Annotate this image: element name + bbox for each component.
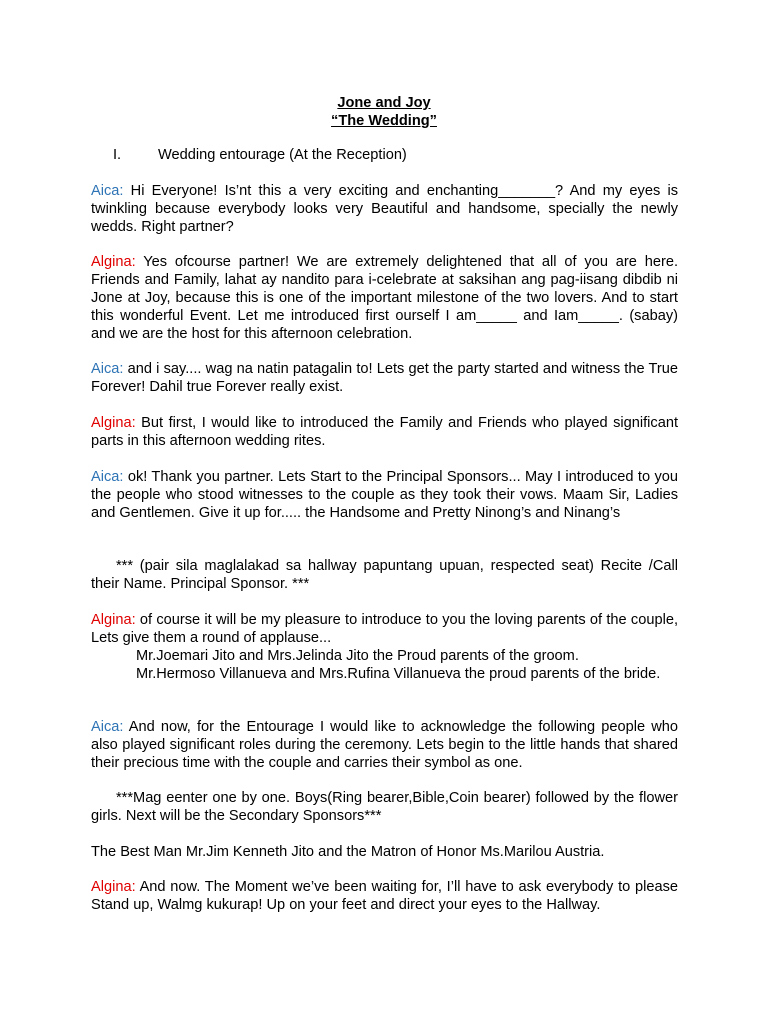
bride-parents-line: Mr.Hermoso Villanueva and Mrs.Rufina Villanueva the proud parents of the bride. [136, 666, 661, 682]
paragraph-algina-4 [91, 878, 678, 914]
speaker-aica: Aica: [91, 183, 124, 199]
document-subtitle: “The Wedding” [331, 113, 437, 129]
paragraph-text: But first, I would like to introduced the Family and Friends who played significant parts in this afternoon wedding rites. [91, 415, 678, 449]
paragraph-algina-3 [91, 611, 678, 683]
paragraph-text: of course it will be my pleasure to introduce to you the loving parents of the couple, Lets give them a round of applause... [91, 612, 678, 646]
paragraph-algina-2 [91, 414, 678, 450]
speaker-algina: Algina: [91, 254, 136, 270]
speaker-algina: Algina: [91, 612, 136, 628]
best-man-line: The Best Man Mr.Jim Kenneth Jito and the Matron of Honor Ms.Marilou Austria. [91, 844, 605, 860]
section-heading [113, 146, 407, 164]
paragraph-text: And now. The Moment we’ve been waiting for, I’ll have to ask everybody to please Stand up, Walmg kukurap! Up on your feet and direct your eyes to the Hallway. [91, 879, 678, 913]
document-title: Jone and Joy [337, 95, 431, 111]
speaker-algina: Algina: [91, 879, 136, 895]
speaker-aica: Aica: [91, 361, 124, 377]
speaker-aica: Aica: [91, 719, 124, 735]
paragraph-text: Hi Everyone! Is’nt this a very exciting and enchanting_______? And my eyes is twinkling because everybody looks very Beautiful and handsome, specially the newly wedds. Right partner? [91, 183, 678, 235]
paragraph-text: and i say.... wag na natin patagalin to! Lets get the party started and witness the True Forever! Dahil true Forever really exist. [91, 361, 678, 395]
paragraph-aica-3 [91, 468, 678, 522]
paragraph-aica-1 [91, 182, 678, 236]
paragraph-text: ok! Thank you partner. Lets Start to the Principal Sponsors... May I introduced to you the people who stood witnesses to the couple as they took their vows. Maam Sir, Ladies and Gentlemen. Give it up for..... the Handsome and Pretty Ninong’s and Ninang’s [91, 469, 678, 521]
speaker-algina: Algina: [91, 415, 136, 431]
stage-direction-2: ***Mag eenter one by one. Boys(Ring bearer,Bible,Coin bearer) followed by the flower girls. Next will be the Secondary Sponsors*** [91, 790, 678, 824]
section-title: Wedding entourage (At the Reception) [158, 147, 407, 163]
groom-parents-line: Mr.Joemari Jito and Mrs.Jelinda Jito the Proud parents of the groom. [136, 648, 579, 664]
paragraph-aica-2 [91, 360, 678, 396]
paragraph-algina-1 [91, 253, 678, 343]
stage-direction-1: *** (pair sila maglalakad sa hallway papuntang upuan, respected seat) Recite /Call their Name. Principal Sponsor. *** [91, 558, 678, 592]
paragraph-aica-4 [91, 718, 678, 772]
paragraph-text: Yes ofcourse partner! We are extremely delightened that all of you are here. Friends and Family, lahat ay nandito para i-celebrate at saksihan ang pag-iisang dibdib ni Jone at Joy, because this is one of the important milestone of the two lovers. And to start this wonderful Event. Let me introduced first ourself I am_____ and Iam_____. (sabay) and we are the host for this afternoon celebration. [91, 254, 678, 342]
paragraph-text: And now, for the Entourage I would like to acknowledge the following people who also played significant roles during the ceremony. Lets begin to the little hands that shared their precious time with the couple and carries their symbol as one. [91, 719, 678, 771]
speaker-aica: Aica: [91, 469, 124, 485]
section-number: I. [113, 147, 122, 163]
